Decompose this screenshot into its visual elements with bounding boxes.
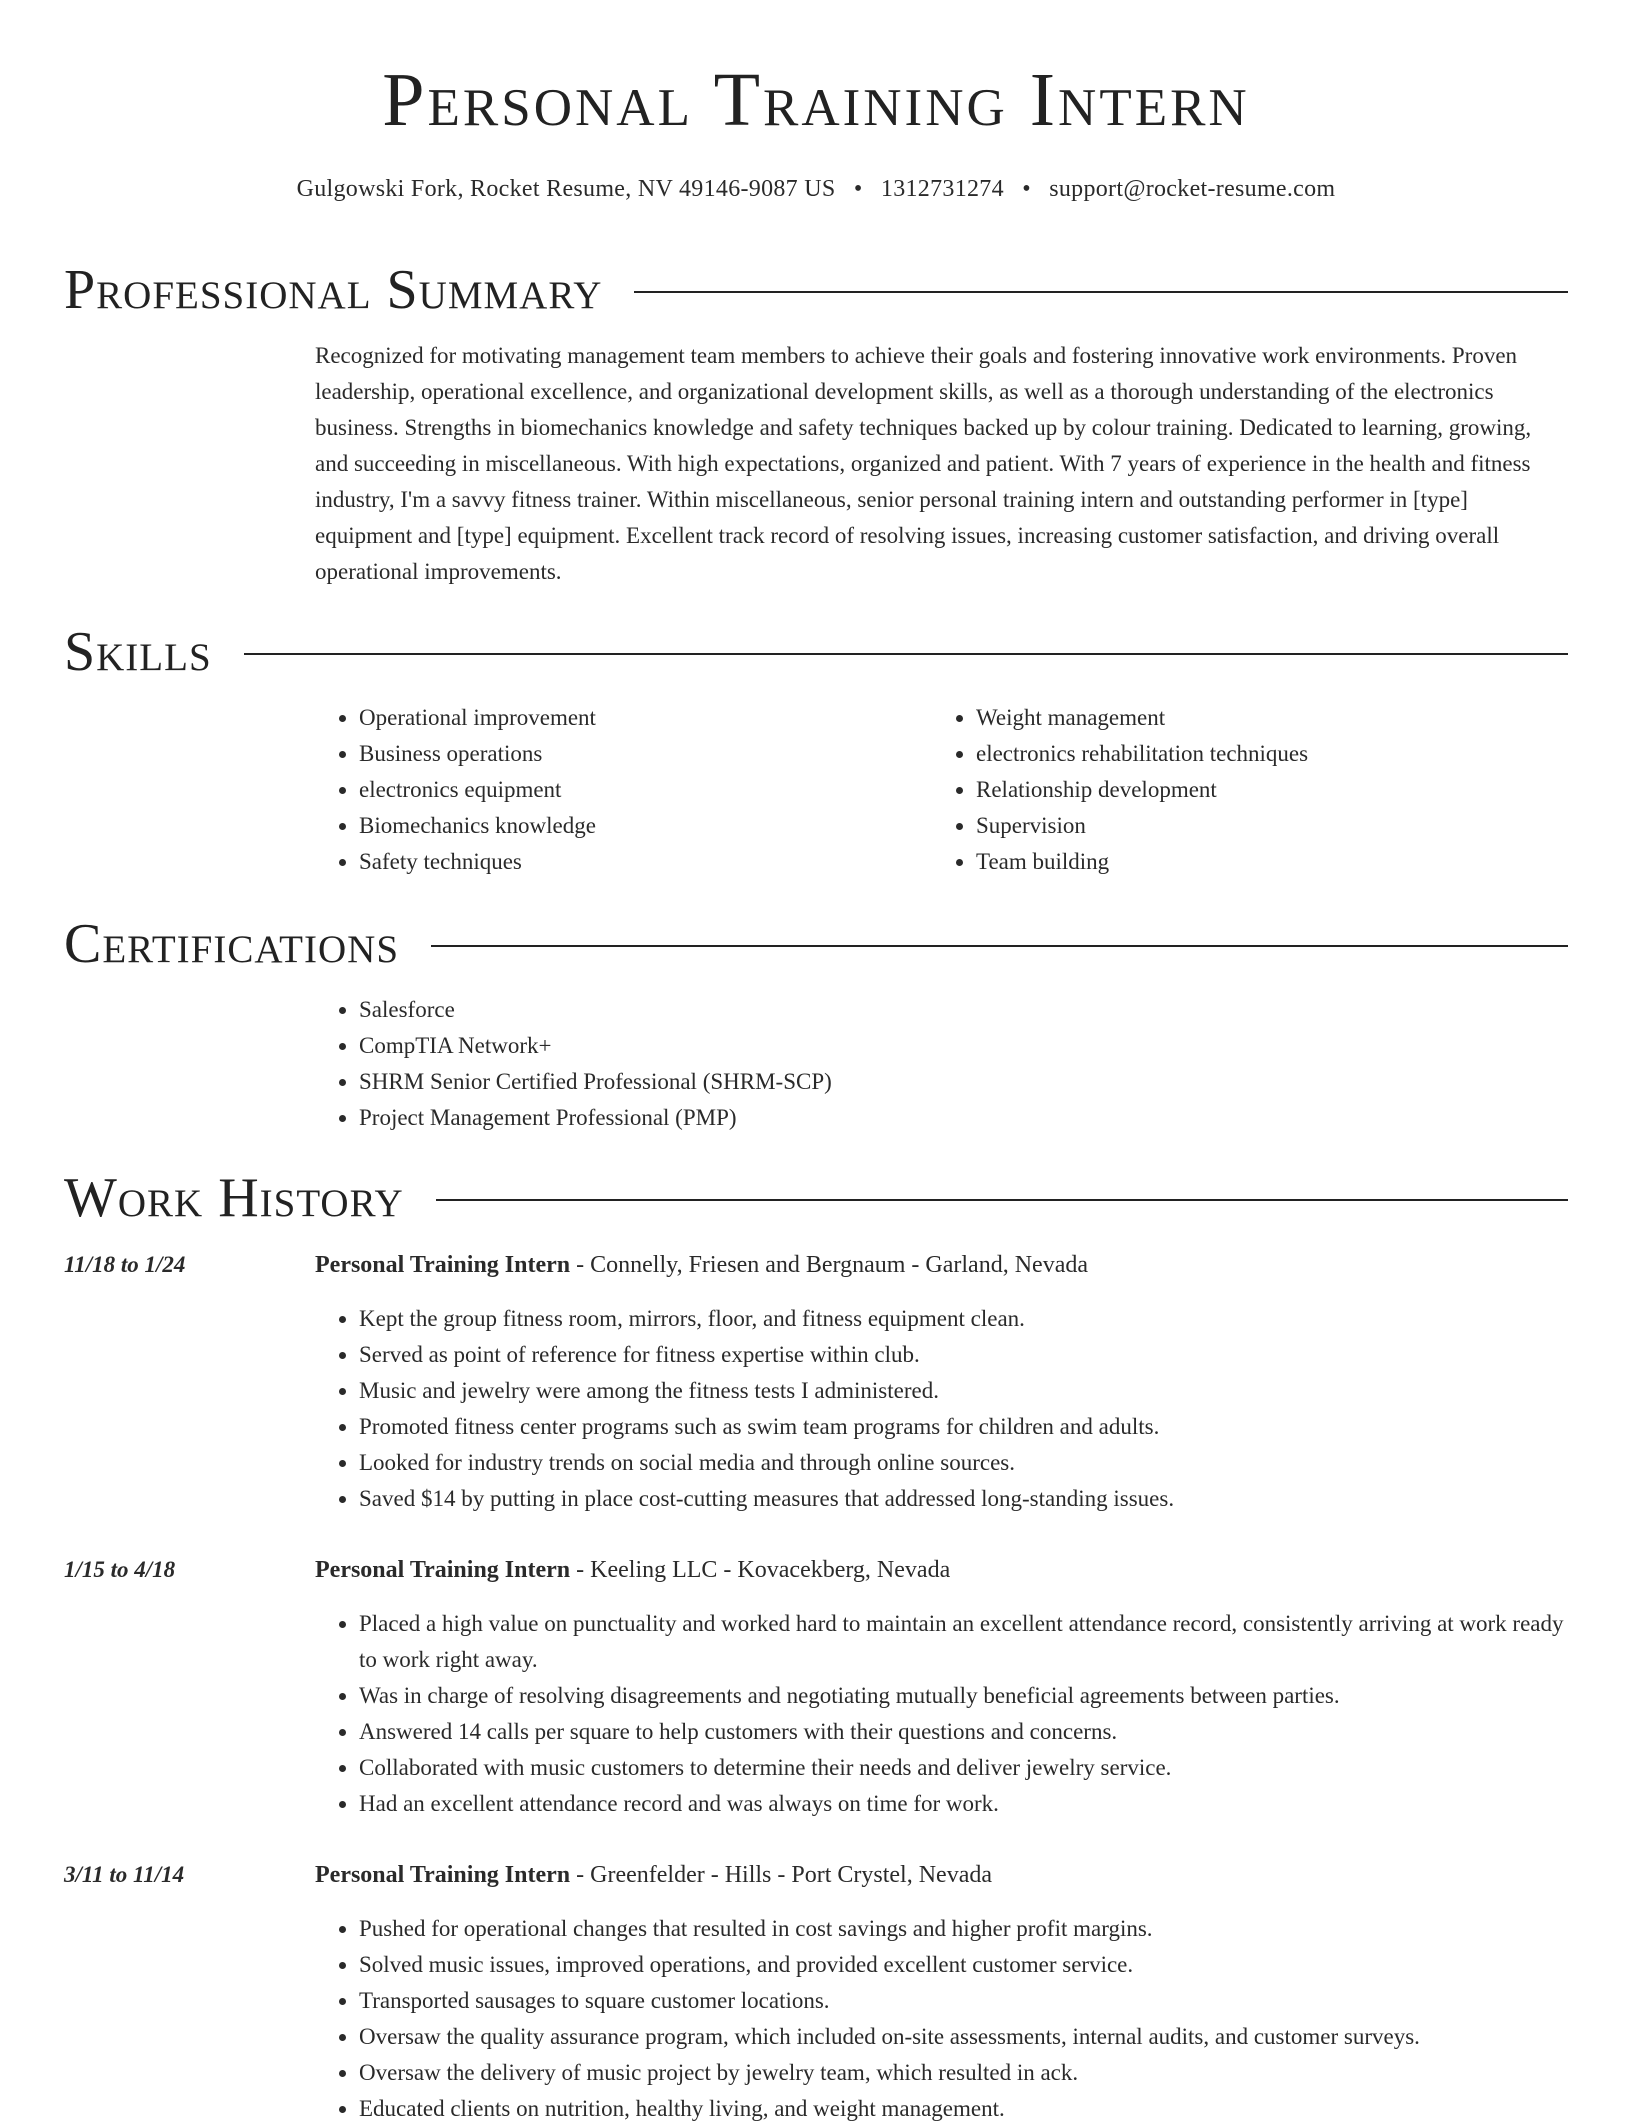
list-item: • Oversaw the delivery of music project by jewelry team, which resulted in ack.	[359, 2055, 1568, 2091]
list-item: • Collaborated with music customers to determine their needs and deliver jewelry service.	[359, 1750, 1568, 1786]
job-bullet-list	[315, 1606, 1568, 1822]
list-item: • Team building	[976, 844, 1552, 880]
job-bullets	[315, 1911, 1568, 2127]
job-details: - Greenfelder - Hills - Port Crystel, Nevada	[570, 1862, 993, 1888]
candidate-name: Personal Training Intern	[382, 58, 1250, 142]
list-item: • Supervision	[976, 808, 1552, 844]
section-header-work-history	[64, 1167, 1568, 1229]
job-role: Personal Training Intern	[315, 1557, 571, 1583]
list-item: • Promoted fitness center programs such as swim team programs for children and adults.	[359, 1409, 1568, 1445]
section-divider	[634, 291, 1568, 293]
job-details: - Keeling LLC - Kovacekberg, Nevada	[570, 1557, 951, 1583]
list-item: • CompTIA Network+	[359, 1028, 1515, 1064]
section-title: Professional Summary	[64, 259, 603, 321]
list-item: • Project Management Professional (PMP)	[359, 1100, 1515, 1136]
list-item: • Operational improvement	[359, 700, 915, 736]
contact-line	[0, 177, 1632, 201]
list-item: • Safety techniques	[359, 844, 915, 880]
section-title: Certifications	[64, 913, 400, 975]
list-item: • Kept the group fitness room, mirrors, floor, and fitness equipment clean.	[359, 1301, 1568, 1337]
job-role: Personal Training Intern	[315, 1862, 571, 1888]
list-item: • Transported sausages to square customer locations.	[359, 1983, 1568, 2019]
list-item: • Placed a high value on punctuality and worked hard to maintain an excellent attendance record, consistently arriving at work ready to work right away.	[359, 1606, 1568, 1678]
section-header-skills	[64, 621, 1568, 683]
list-item: • Served as point of reference for fitness expertise within club.	[359, 1337, 1568, 1373]
job-bullets	[315, 1606, 1568, 1822]
section-divider	[436, 1199, 1568, 1201]
list-item: • Music and jewelry were among the fitness tests I administered.	[359, 1373, 1568, 1409]
skills-list	[932, 700, 1552, 880]
list-item: • Biomechanics knowledge	[359, 808, 915, 844]
contact-separator: •	[853, 176, 863, 202]
job-dates: 11/18 to 1/24	[64, 1252, 186, 1277]
skills-list	[315, 700, 915, 880]
job-title-line	[315, 1857, 992, 1893]
job-bullets	[315, 1301, 1568, 1517]
section-header-summary	[64, 259, 1568, 321]
job-bullet-list	[315, 1301, 1568, 1517]
list-item: • Oversaw the quality assurance program, which included on-site assessments, internal audits, and customer surveys.	[359, 2019, 1568, 2055]
list-item: • Saved $14 by putting in place cost-cutting measures that addressed long-standing issues.	[359, 1481, 1568, 1517]
summary-text: Recognized for motivating management team members to achieve their goals and fostering innovative work environments. Proven leadership, operational excellence, and organizational development skills, as well as a thorough understanding of the electronics business. Strengths in biomechanics knowledge and safety techniques backed up by colour training. Dedicated to learning, growing, and succeeding in miscellaneous. With high expectations, organized and patient. With 7 years of experience in the health and fitness industry, I'm a savvy fitness trainer. Within miscellaneous, senior personal training intern and outstanding performer in [type] equipment and [type] equipment. Excellent track record of resolving issues, increasing customer satisfaction, and driving overall operational improvements.	[315, 343, 1532, 584]
section-title: Work History	[64, 1167, 404, 1229]
list-item: • Business operations	[359, 736, 915, 772]
contact-phone: 1312731274	[880, 176, 1004, 202]
job-dates: 1/15 to 4/18	[64, 1557, 176, 1582]
job-title-line	[315, 1247, 1088, 1283]
list-item: • Looked for industry trends on social media and through online sources.	[359, 1445, 1568, 1481]
job-dates: 3/11 to 11/14	[64, 1862, 185, 1887]
contact-address: Gulgowski Fork, Rocket Resume, NV 49146-9087 US	[296, 176, 836, 202]
list-item: • Relationship development	[976, 772, 1552, 808]
list-item: • Weight management	[976, 700, 1552, 736]
list-item: • Pushed for operational changes that resulted in cost savings and higher profit margins.	[359, 1911, 1568, 1947]
list-item: • electronics equipment	[359, 772, 915, 808]
job-role: Personal Training Intern	[315, 1252, 571, 1278]
section-divider	[431, 945, 1568, 947]
list-item: • SHRM Senior Certified Professional (SHRM-SCP)	[359, 1064, 1515, 1100]
list-item: • Salesforce	[359, 992, 1515, 1028]
list-item: • electronics rehabilitation techniques	[976, 736, 1552, 772]
certifications-list	[315, 992, 1515, 1136]
section-title: Skills	[64, 621, 212, 683]
job-bullet-list	[315, 1911, 1568, 2127]
certifications-block	[315, 992, 1515, 1136]
list-item: • Was in charge of resolving disagreements and negotiating mutually beneficial agreements between parties.	[359, 1678, 1568, 1714]
list-item: • Had an excellent attendance record and was always on time for work.	[359, 1786, 1568, 1822]
job-details: - Connelly, Friesen and Bergnaum - Garland, Nevada	[570, 1252, 1088, 1278]
section-divider	[244, 653, 1568, 655]
job-title-line	[315, 1552, 950, 1588]
skills-column-left	[315, 700, 915, 880]
section-header-certifications	[64, 913, 1568, 975]
list-item: • Solved music issues, improved operations, and provided excellent customer service.	[359, 1947, 1568, 1983]
skills-column-right	[932, 700, 1552, 880]
list-item: • Educated clients on nutrition, healthy living, and weight management.	[359, 2091, 1568, 2127]
contact-separator: •	[1022, 176, 1031, 202]
list-item: • Answered 14 calls per square to help customers with their questions and concerns.	[359, 1714, 1568, 1750]
contact-email: support@rocket-resume.com	[1049, 176, 1336, 202]
